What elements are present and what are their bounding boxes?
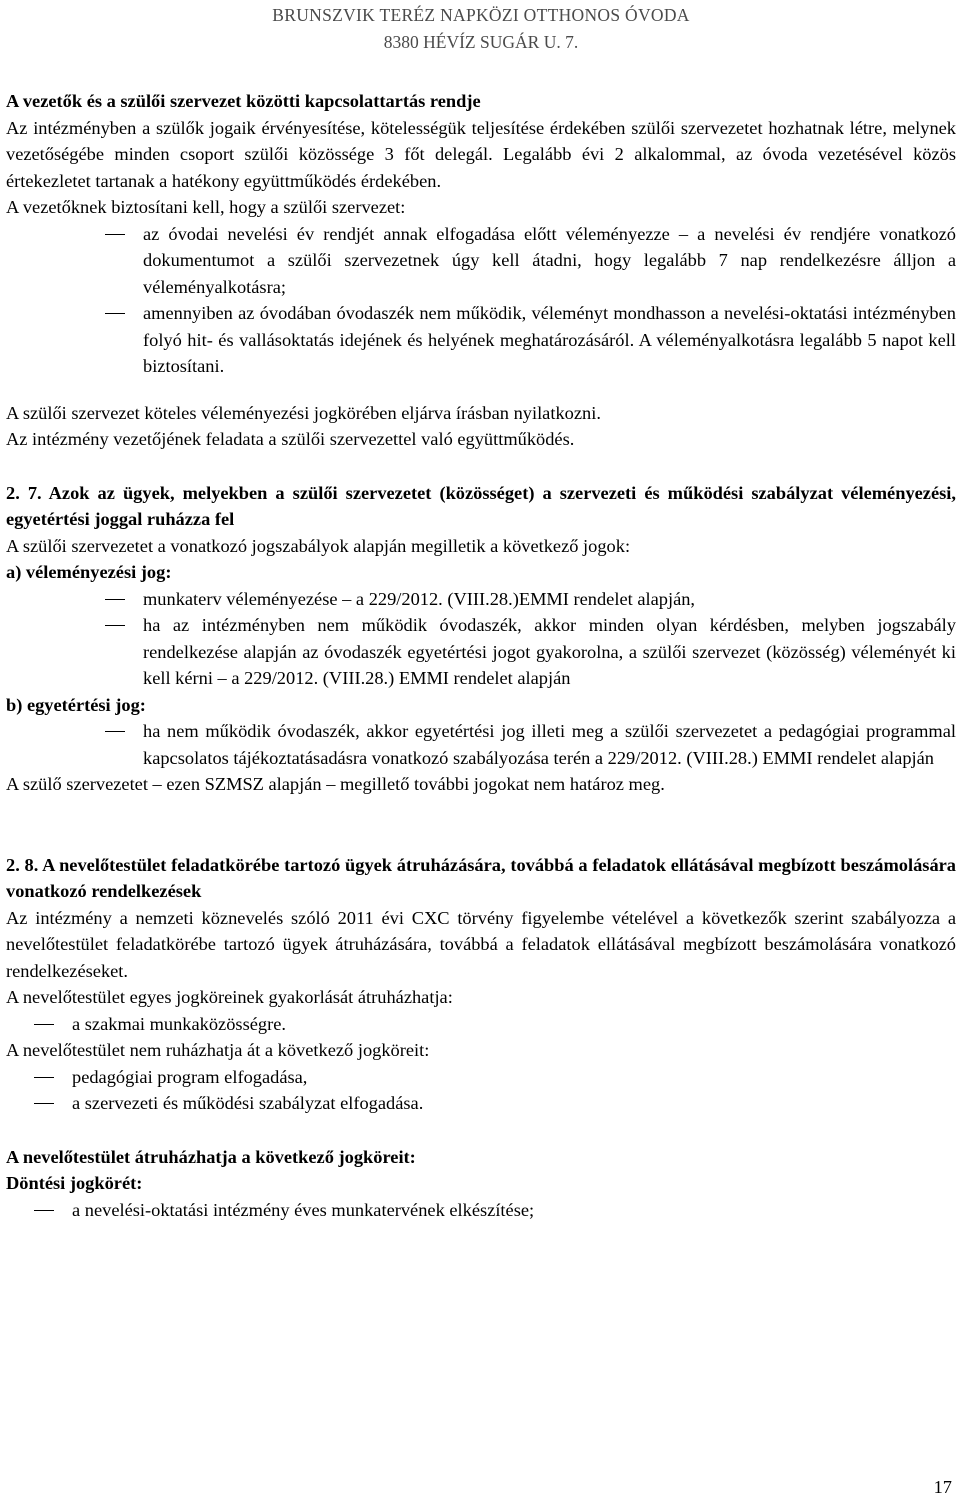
paragraph: A nevelőtestület egyes jogköreinek gyakorlását átruházhatja: [6,987,453,1007]
list-item [6,221,956,301]
dash-bullet-icon [105,625,125,626]
subsection-label: Döntési jogkörét: [6,1173,143,1193]
paragraph: A szülő szervezetet – ezen SZMSZ alapján – megillető további jogokat nem határoz meg. [6,774,665,794]
list-item-text: ha nem működik óvodaszék, akkor egyetértési jog illeti meg a szülői szervezetet a pedagógiai programmal kapcsolatos tájékoztatásadásra vonatkozó szabályozása terén a 229/2012. (VIII.28.) EMMI rendelet alapján [143,721,956,768]
list-item-text: ha az intézményben nem működik óvodaszék, akkor minden olyan kérdésben, melyben jogszabály rendelkezése alapján az óvodaszék egyetértési jogot gyakorolna, a szülői szervezet (közösség) véleményét ki kell kérni – a 229/2012. (VIII.28.) EMMI rendelet alapján [143,615,956,688]
document-body [6,88,956,1223]
dash-bullet-icon [105,313,125,314]
list-item-text: munkaterv véleményezése – a 229/2012. (VIII.28.)EMMI rendelet alapján, [143,588,696,609]
subsection-label: a) véleményezési jog: [6,562,172,582]
list-item [6,1090,956,1117]
section-title: 2. 7. Azok az ügyek, melyekben a szülői szervezetet (közösséget) a szervezeti és működési szabályzat véleményezési, egyetértési joggal ruházza fel [6,482,956,529]
list-item [6,1064,956,1091]
list-item [6,586,956,613]
dash-bullet-icon [34,1210,54,1211]
paragraph: A szülői szervezet köteles véleményezési jogkörében eljárva írásban nyilatkozni. [6,402,601,423]
dash-bullet-icon [105,234,125,235]
list-item-text: a nevelési-oktatási intézmény éves munkatervének elkészítése; [72,1199,535,1220]
paragraph: A szülői szervezetet a vonatkozó jogszabályok alapján megilletik a következő jogok: [6,535,631,556]
header-institution-name: BRUNSZVIK TERÉZ NAPKÖZI OTTHONOS ÓVODA [272,5,690,25]
dash-bullet-icon [34,1077,54,1078]
section-title: 2. 8. A nevelőtestület feladatkörébe tartozó ügyek átruházására, továbbá a feladatok ellátásával megbízott beszámolására vonatkozó rendelkezések [6,854,956,901]
paragraph: Az intézmény a nemzeti köznevelés szóló 2011 évi CXC törvény figyelembe vételével a következők szerint szabályozza a nevelőtestület feladatkörébe tartozó ügyek átruházására, továbbá a feladatok ellátásával megbízott beszámolására vonatkozó rendelkezéseket. [6,907,956,981]
list-item-text: a szakmai munkaközösségre. [72,1013,286,1034]
list-item [6,300,956,380]
document-page [6,0,956,1504]
list-item [6,1011,956,1038]
list-item [6,1197,956,1224]
dash-bullet-icon [105,731,125,732]
page-number: 17 [933,1477,952,1497]
dash-bullet-icon [105,599,125,600]
paragraph: A nevelőtestület nem ruházhatja át a következő jogköreit: [6,1040,430,1060]
paragraph: Az intézmény vezetőjének feladata a szülői szervezettel való együttműködés. [6,429,575,449]
list-item [6,612,956,692]
list-item [6,718,956,771]
section-title: A vezetők és a szülői szervezet közötti kapcsolattartás rendje [6,91,481,111]
list-item-text: a szervezeti és működési szabályzat elfogadása. [72,1093,424,1113]
section-heading: A nevelőtestület átruházhatja a következő jogköreit: [6,1146,416,1167]
list-item-text: az óvodai nevelési év rendjét annak elfogadása előtt véleményezze – a nevelési év rendjére vonatkozó dokumentumot a szülői szervezetnek úgy kell átadni, hogy legalább 7 nap rendelkezésre álljon a véleményalkotásra; [143,223,956,297]
dash-bullet-icon [34,1024,54,1025]
header-address: 8380 HÉVÍZ SUGÁR U. 7. [383,32,579,52]
subsection-label: b) egyetértési jog: [6,694,146,715]
list-item-text: pedagógiai program elfogadása, [72,1066,308,1087]
list-item-text: amennyiben az óvodában óvodaszék nem működik, véleményt mondhasson a nevelési-oktatási intézményben folyó hit- és vallásoktatás idejének és helyének meghatározásáról. A véleményalkotásra legalább 5 napot kell biztosítani. [143,303,956,376]
paragraph: A vezetőknek biztosítani kell, hogy a szülői szervezet: [6,197,406,217]
dash-bullet-icon [34,1103,54,1104]
paragraph: Az intézményben a szülők jogaik érvényesítése, kötelességük teljesítése érdekében szülői szervezetet hozhatnak létre, melynek vezetőségébe minden csoport szülői közössége 3 főt delegál. Legalább évi 2 alkalommal, az óvoda vezetésével közös értekezletet tartanak a hatékony együttműködés érdekében. [6,117,956,191]
